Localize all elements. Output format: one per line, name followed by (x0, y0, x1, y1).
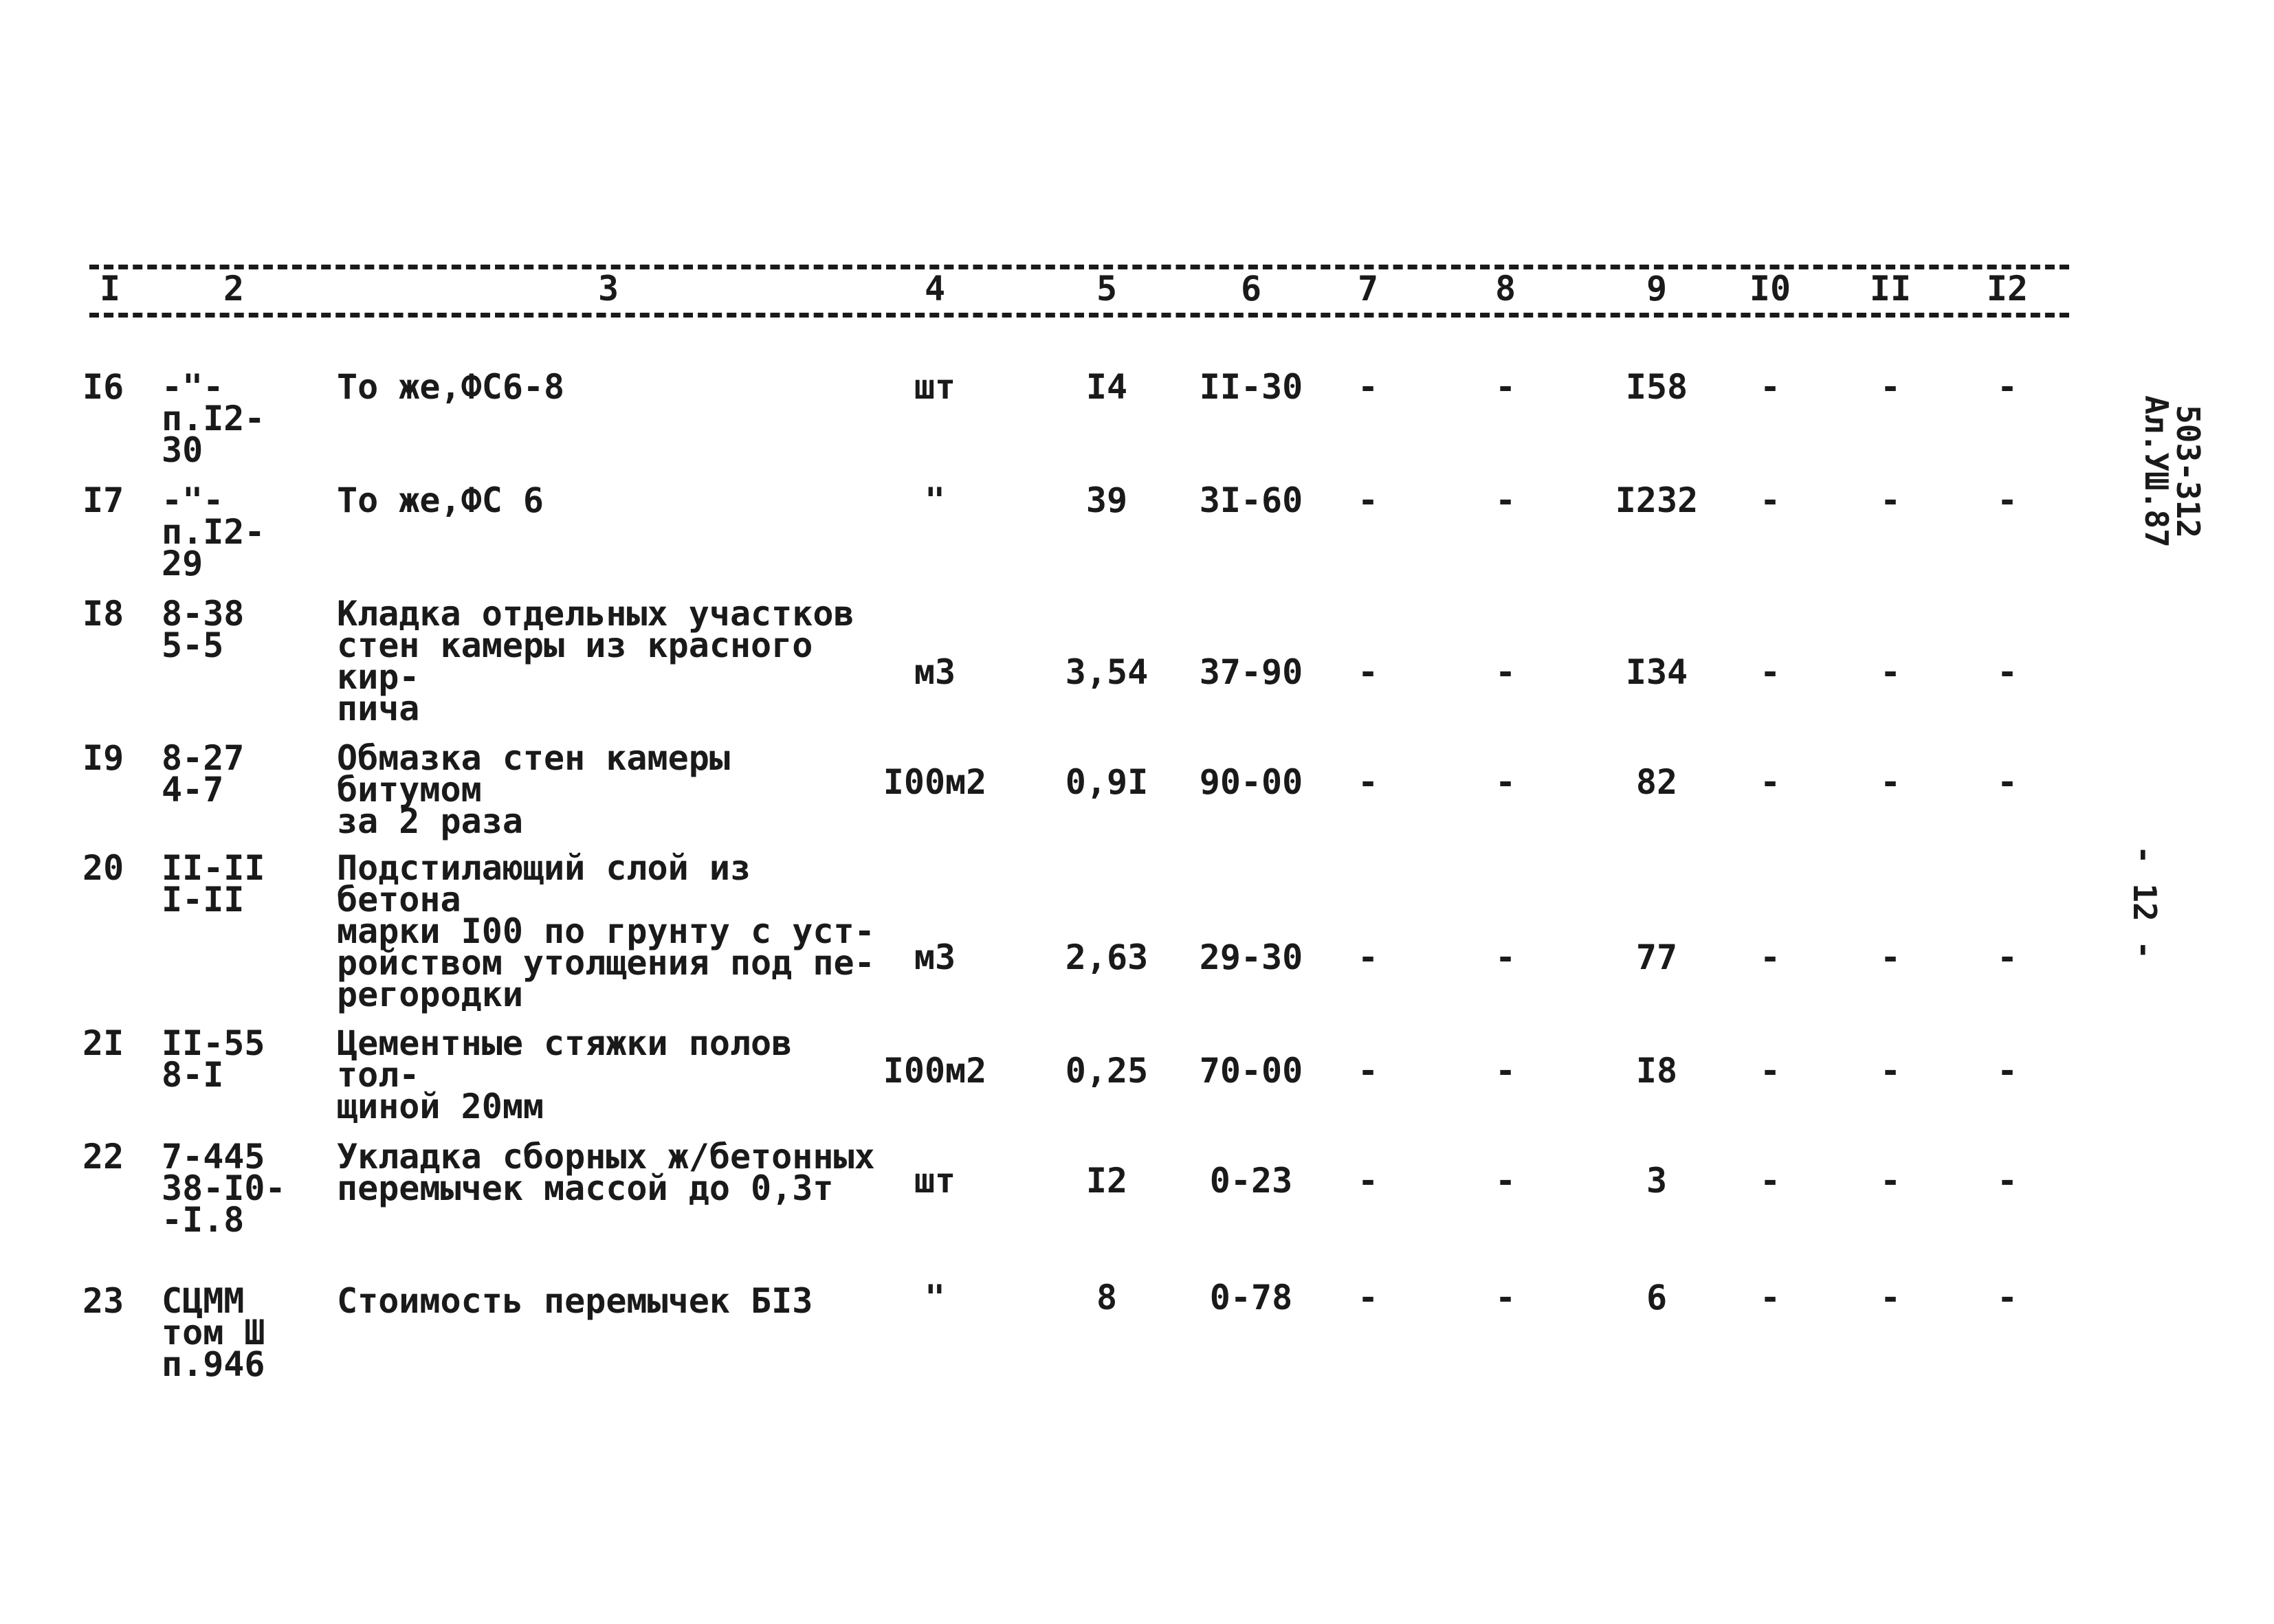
quantity: 39 (1085, 480, 1128, 520)
unit-of-measure: " (924, 480, 946, 520)
column-8: - (1494, 480, 1516, 520)
unit-price: 90-00 (1199, 762, 1303, 802)
column-10: - (1759, 1278, 1781, 1317)
column-11: - (1879, 480, 1901, 520)
column-12: - (1996, 480, 2018, 520)
work-description: То же,ФС 6 (337, 480, 544, 520)
column-12: - (1996, 1278, 2018, 1317)
column-9: 82 (1635, 762, 1678, 802)
column-header: I (99, 269, 121, 309)
work-description: То же,ФС6-8 (337, 367, 565, 407)
rate-code: 8-27 4-7 (162, 738, 245, 810)
row-number: 22 (82, 1137, 124, 1177)
column-11: - (1879, 1161, 1901, 1201)
column-11: - (1879, 1278, 1901, 1317)
column-8: - (1494, 1161, 1516, 1201)
column-9: 77 (1635, 937, 1678, 977)
header-bottom-rule (89, 313, 2069, 318)
column-header: 7 (1357, 269, 1379, 309)
work-description: Кладка отдельных участков стен камеры из красного кир- пича (337, 594, 854, 728)
column-9: I232 (1615, 480, 1699, 520)
rate-code: СЦММ том Ш п.946 (162, 1281, 265, 1384)
column-11: - (1879, 1051, 1901, 1091)
column-8: - (1494, 1051, 1516, 1091)
row-number: 20 (82, 848, 124, 888)
row-number: I9 (82, 738, 124, 778)
column-7: - (1357, 1161, 1379, 1201)
column-10: - (1759, 367, 1781, 407)
rate-code: 7-445 38-I0- -I.8 (162, 1137, 286, 1240)
column-7: - (1357, 762, 1379, 802)
column-12: - (1996, 1161, 2018, 1201)
column-8: - (1494, 652, 1516, 692)
rate-code: -"- п.I2-30 (162, 367, 265, 470)
column-10: - (1759, 762, 1781, 802)
unit-price: II-30 (1199, 367, 1303, 407)
work-description: Стоимость перемычек БI3 (337, 1281, 813, 1321)
row-number: I6 (82, 367, 124, 407)
quantity: I4 (1085, 367, 1128, 407)
rate-code: II-55 8-I (162, 1023, 265, 1095)
column-header: 9 (1646, 269, 1668, 309)
rate-code: II-II I-II (162, 848, 265, 920)
column-9: I34 (1625, 652, 1688, 692)
quantity: 0,25 (1065, 1051, 1149, 1091)
unit-price: 3I-60 (1199, 480, 1303, 520)
unit-price: 37-90 (1199, 652, 1303, 692)
column-7: - (1357, 652, 1379, 692)
column-10: - (1759, 480, 1781, 520)
column-9: I58 (1625, 367, 1688, 407)
column-12: - (1996, 762, 2018, 802)
column-10: - (1759, 1051, 1781, 1091)
unit-price: 0-23 (1209, 1161, 1293, 1201)
unit-of-measure: м3 (914, 937, 956, 977)
column-8: - (1494, 1278, 1516, 1317)
column-12: - (1996, 652, 2018, 692)
quantity: 0,9I (1065, 762, 1149, 802)
column-7: - (1357, 1051, 1379, 1091)
column-10: - (1759, 652, 1781, 692)
row-number: 2I (82, 1023, 124, 1063)
column-7: - (1357, 1278, 1379, 1317)
column-8: - (1494, 937, 1516, 977)
unit-of-measure: м3 (914, 652, 956, 692)
work-description: Укладка сборных ж/бетонных перемычек массой до 0,3т (337, 1137, 875, 1208)
document-code: 503-312 Ал.УШ.87 (2138, 395, 2207, 548)
page-number: - 12 - (2126, 845, 2163, 960)
column-header: 4 (924, 269, 946, 309)
unit-of-measure: шт (914, 367, 956, 407)
column-8: - (1494, 367, 1516, 407)
unit-of-measure: шт (914, 1161, 956, 1201)
column-header: I2 (1986, 269, 2029, 309)
column-header: I0 (1749, 269, 1791, 309)
column-7: - (1357, 937, 1379, 977)
unit-of-measure: " (924, 1278, 946, 1317)
column-7: - (1357, 480, 1379, 520)
column-9: I8 (1635, 1051, 1678, 1091)
column-11: - (1879, 652, 1901, 692)
column-11: - (1879, 937, 1901, 977)
column-9: 6 (1646, 1278, 1668, 1317)
row-number: I8 (82, 594, 124, 634)
unit-of-measure: I00м2 (883, 1051, 987, 1091)
column-12: - (1996, 367, 2018, 407)
column-header: 6 (1240, 269, 1262, 309)
column-header: 8 (1494, 269, 1516, 309)
column-header: 2 (223, 269, 245, 309)
column-10: - (1759, 937, 1781, 977)
column-12: - (1996, 937, 2018, 977)
work-description: Обмазка стен камеры битумом за 2 раза (337, 738, 730, 841)
column-8: - (1494, 762, 1516, 802)
row-number: 23 (82, 1281, 124, 1321)
rate-code: -"- п.I2-29 (162, 480, 265, 583)
unit-price: 29-30 (1199, 937, 1303, 977)
unit-price: 0-78 (1209, 1278, 1293, 1317)
column-header: 3 (597, 269, 619, 309)
column-12: - (1996, 1051, 2018, 1091)
column-11: - (1879, 367, 1901, 407)
quantity: I2 (1085, 1161, 1128, 1201)
rate-code: 8-38 5-5 (162, 594, 245, 665)
work-description: Подстилающий слой из бетона марки I00 по грунту с уст- ройством утолщения под пе- регородки (337, 848, 875, 1014)
column-7: - (1357, 367, 1379, 407)
row-number: I7 (82, 480, 124, 520)
quantity: 8 (1096, 1278, 1118, 1317)
column-10: - (1759, 1161, 1781, 1201)
unit-price: 70-00 (1199, 1051, 1303, 1091)
unit-of-measure: I00м2 (883, 762, 987, 802)
column-header: 5 (1096, 269, 1118, 309)
column-11: - (1879, 762, 1901, 802)
quantity: 3,54 (1065, 652, 1149, 692)
quantity: 2,63 (1065, 937, 1149, 977)
column-9: 3 (1646, 1161, 1668, 1201)
column-header: II (1869, 269, 1912, 309)
work-description: Цементные стяжки полов тол- щиной 20мм (337, 1023, 793, 1126)
